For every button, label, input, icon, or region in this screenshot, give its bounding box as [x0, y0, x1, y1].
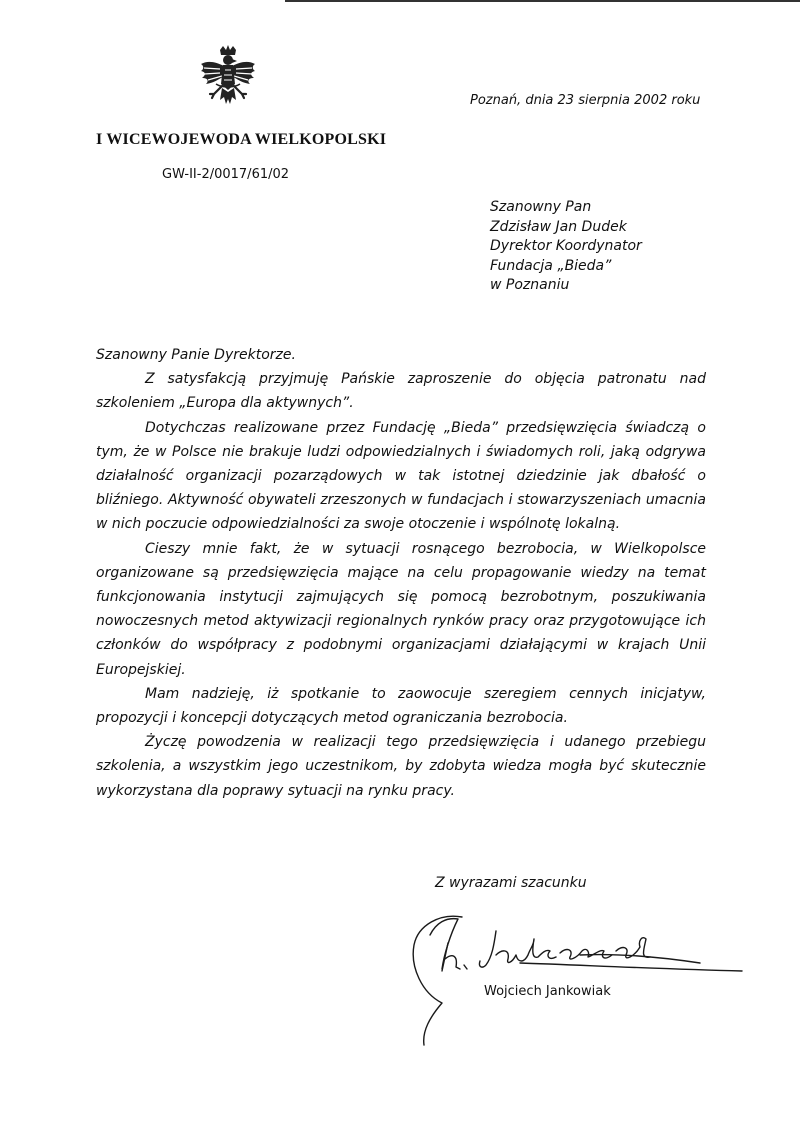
handwritten-signature-icon: [400, 905, 750, 1055]
scan-border-line: [285, 0, 800, 2]
signer-name: Wojciech Jankowiak: [484, 984, 611, 999]
salutation: Szanowny Panie Dyrektorze.: [96, 347, 296, 363]
body-paragraph: Mam nadzieję, iż spotkanie to zaowocuje szeregiem cennych inicjatyw, propozycji i koncepcji dotyczących metod ograniczania bezrobocia.: [96, 685, 706, 727]
addressee-line: Dyrektor Koordynator: [490, 238, 642, 254]
letter-body: [96, 343, 706, 803]
letter-date: Poznań, dnia 23 sierpnia 2002 roku: [470, 93, 701, 108]
reference-number: GW-II-2/0017/61/02: [162, 167, 290, 182]
addressee-line: Szanowny Pan: [490, 199, 592, 215]
addressee-line: w Poznaniu: [490, 277, 570, 293]
addressee-line: Fundacja „Bieda”: [490, 257, 612, 274]
body-paragraph: Dotychczas realizowane przez Fundację „Bieda” przedsięwzięcia świadczą o tym, że w Polsce nie brakuje ludzi odpowiedzialnych i świadomych roli, jaką odgrywa działalność organizacji pozarządowych w tak istotnej dziedzinie jak dbałość o bliźniego. Aktywność obywateli zrzeszonych w fundacjach i stowarzyszeniach umacnia w nich poczucie odpowiedzialności za swoje otoczenie i wspólnotę lokalną.: [96, 419, 706, 533]
addressee-block: [490, 198, 642, 296]
closing-phrase: Z wyrazami szacunku: [435, 875, 587, 891]
body-paragraph: Życzę powodzenia w realizacji tego przedsięwzięcia i udanego przebiegu szkolenia, a wszystkim jego uczestnikom, by zdobyta wiedza mogła być skutecznie wykorzystana dla poprawy sytuacji na rynku pracy.: [96, 734, 706, 799]
addressee-line: Zdzisław Jan Dudek: [490, 218, 627, 235]
body-paragraph: Cieszy mnie fakt, że w sytuacji rosnącego bezrobocia, w Wielkopolsce organizowane są przedsięwzięcia mające na celu propagowanie wiedzy na temat funkcjonowania instytucji zajmujących się pomocą bezrobotnym, poszukiwania nowoczesnych metod aktywizacji regionalnych rynków pracy oraz przygotowujące ich członków do współpracy z podobnymi organizacjami działającymi w krajach Unii Europejskiej.: [96, 540, 706, 678]
body-paragraph: Z satysfakcją przyjmuję Pańskie zaproszenie do objęcia patronatu nad szkoleniem „Europa dla aktywnych”.: [96, 371, 706, 412]
sender-authority: I WICEWOJEWODA WIELKOPOLSKI: [96, 131, 387, 148]
polish-eagle-emblem-icon: [198, 44, 258, 116]
